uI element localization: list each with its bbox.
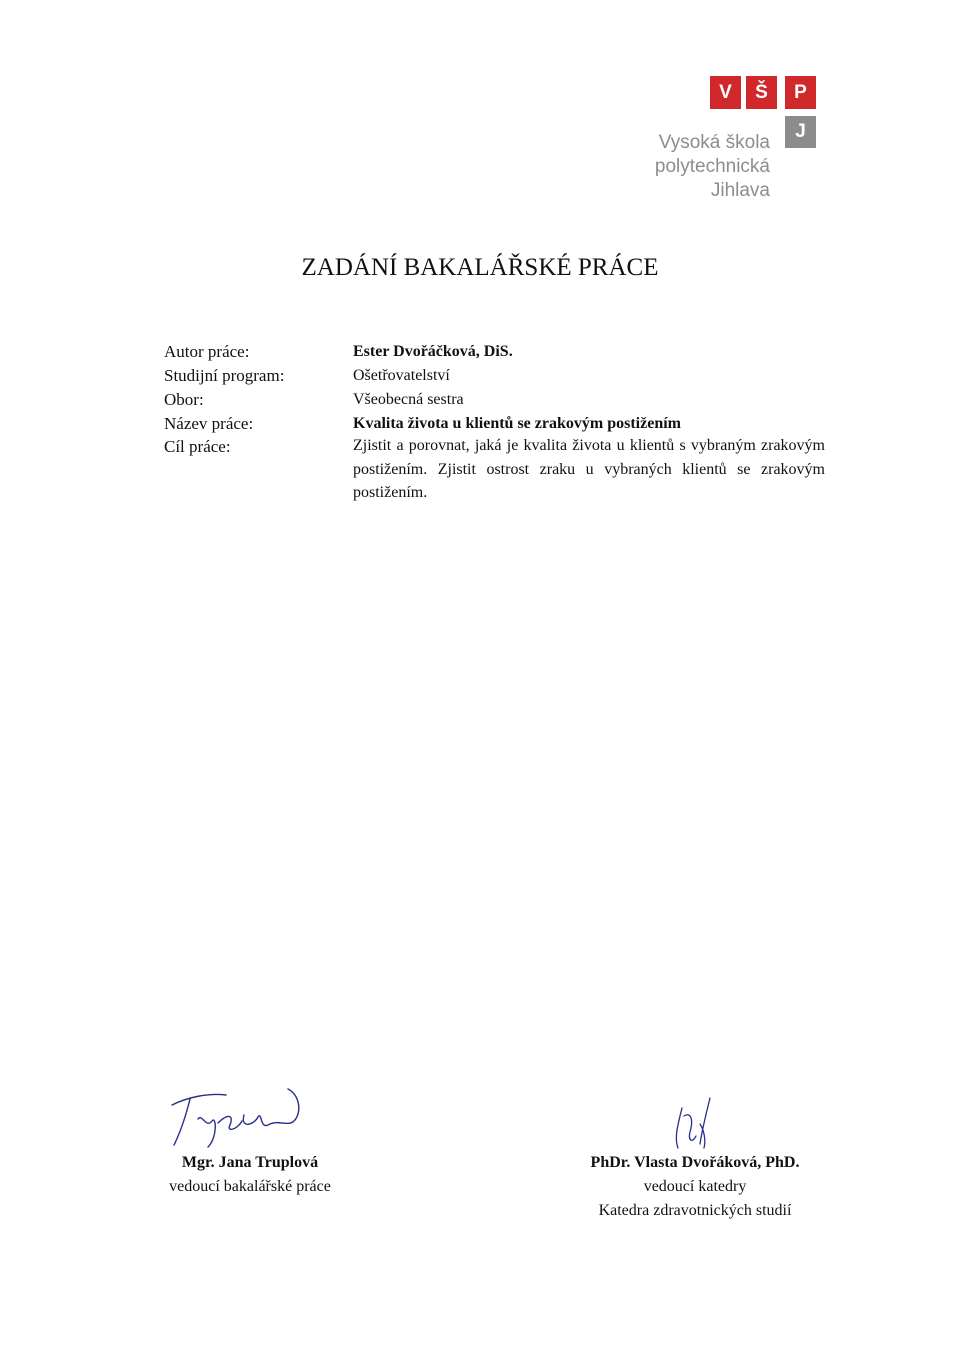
author-label: Autor práce: (164, 342, 250, 361)
department-head-role: vedoucí katedry (643, 1178, 747, 1195)
goal-value: Zjistit a porovnat, jaká je kvalita života u klientů s vybraným zrakovým postižením. Zjistit ostrost zraku u vybraných klientů se zrakovým postižením. (353, 437, 825, 501)
logo-line-2: polytechnická (654, 156, 770, 177)
author-value: Ester Dvořáčková, DiS. (353, 343, 513, 360)
department-head-signature-block (560, 1151, 830, 1223)
logo-letter-p: P (785, 76, 816, 109)
logo-letter-j: J (785, 116, 816, 148)
supervisor-signature-block (150, 1151, 350, 1199)
thesis-title-value: Kvalita života u klientů se zrakovým postižením (353, 415, 681, 432)
program-label: Studijní program: (164, 366, 285, 385)
signature-right-image (664, 1094, 724, 1152)
thesis-title-label: Název práce: (164, 414, 254, 433)
logo-line-3: Jihlava (710, 180, 770, 201)
supervisor-name: Mgr. Jana Truplová (181, 1154, 319, 1171)
department-name: Katedra zdravotnických studií (598, 1202, 792, 1219)
field-label: Obor: (164, 390, 204, 409)
signature-left-image (168, 1085, 308, 1149)
department-head-name: PhDr. Vlasta Dvořáková, PhD. (590, 1154, 800, 1171)
logo-line-1: Vysoká škola (658, 132, 770, 153)
logo-letter-v: V (710, 76, 741, 109)
goal-label: Cíl práce: (164, 437, 231, 456)
program-value: Ošetřovatelství (353, 367, 450, 384)
supervisor-role: vedoucí bakalářské práce (169, 1178, 331, 1195)
field-value: Všeobecná sestra (353, 391, 464, 408)
school-logo (650, 76, 822, 206)
document-title: ZADÁNÍ BAKALÁŘSKÉ PRÁCE (301, 254, 659, 281)
logo-letter-s: Š (746, 76, 777, 109)
